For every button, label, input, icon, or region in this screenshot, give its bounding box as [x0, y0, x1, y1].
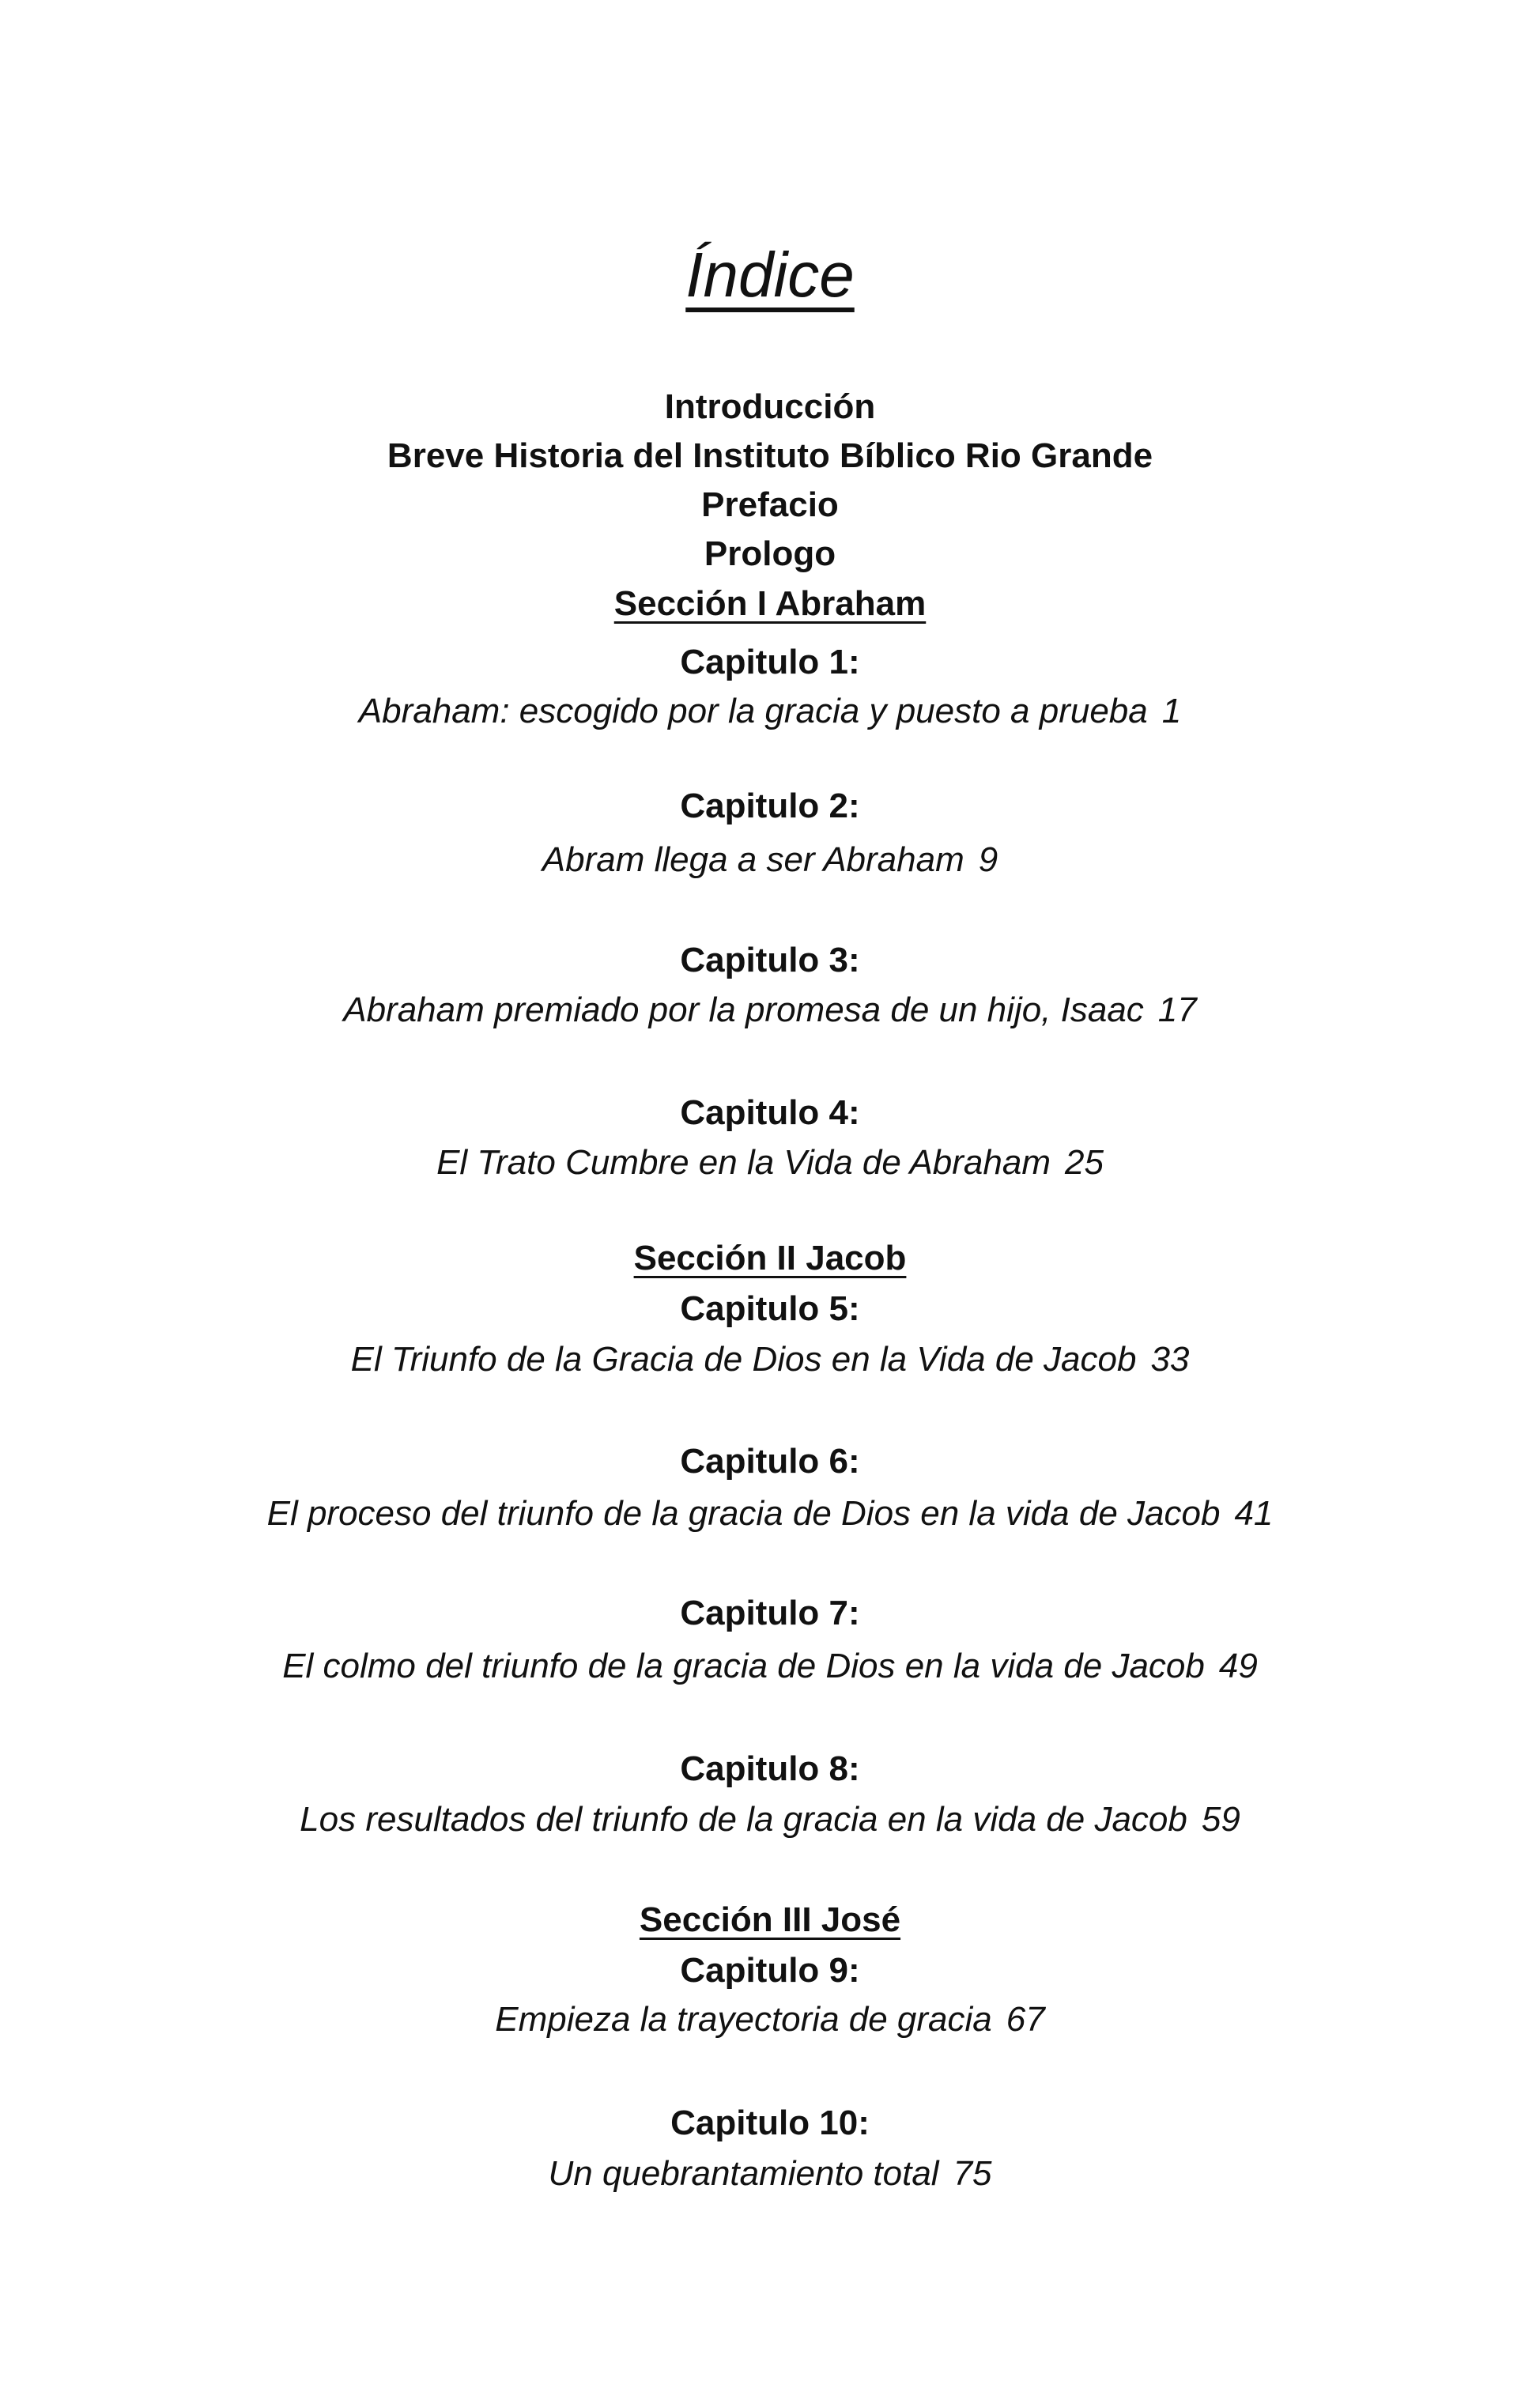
chapter-5-page: 33 [1150, 1340, 1190, 1379]
front-matter-preface: Prefacio [701, 485, 839, 524]
chapter-3-entry [0, 988, 1540, 1032]
chapter-9-entry [0, 1998, 1540, 2042]
chapter-8-label: Capitulo 8: [680, 1749, 860, 1788]
chapter-2-page: 9 [978, 840, 998, 879]
chapter-10-label: Capitulo 10: [670, 2104, 870, 2142]
chapter-5-entry [0, 1338, 1540, 1382]
chapter-7-label: Capitulo 7: [680, 1594, 860, 1632]
chapter-10-entry [0, 2152, 1540, 2196]
chapter-2-entry [0, 838, 1540, 882]
chapter-10-page: 75 [953, 2154, 992, 2193]
chapter-6-page: 41 [1234, 1494, 1274, 1533]
chapter-8-entry [0, 1798, 1540, 1842]
front-matter-introduction: Introducción [664, 387, 876, 426]
chapter-6-label: Capitulo 6: [680, 1442, 860, 1481]
chapter-5-title: El Triunfo de la Gracia de Dios en la Vida de Jacob [350, 1340, 1137, 1379]
chapter-8-title: Los resultados del triunfo de la gracia en la vida de Jacob [300, 1800, 1187, 1839]
page-title: Índice [685, 240, 855, 310]
section-heading-jose: Sección III José [639, 1900, 901, 1939]
chapter-9-title: Empieza la trayectoria de gracia [495, 2000, 992, 2039]
chapter-6-title: El proceso del triunfo de la gracia de Dios en la vida de Jacob [266, 1494, 1221, 1533]
front-matter-history: Breve Historia del Instituto Bíblico Rio Grande [387, 436, 1153, 475]
chapter-1-title: Abraham: escogido por la gracia y puesto a prueba [358, 692, 1148, 730]
chapter-3-title: Abraham premiado por la promesa de un hijo, Isaac [343, 991, 1144, 1029]
chapter-4-title: El Trato Cumbre en la Vida de Abraham [436, 1143, 1051, 1182]
chapter-7-title: El colmo del triunfo de la gracia de Dios en la vida de Jacob [282, 1647, 1205, 1685]
front-matter-prologue: Prologo [704, 534, 836, 573]
chapter-2-label: Capitulo 2: [680, 787, 860, 825]
chapter-3-label: Capitulo 3: [680, 941, 860, 979]
section-heading-abraham: Sección I Abraham [613, 584, 927, 623]
chapter-7-page: 49 [1218, 1647, 1258, 1685]
chapter-1-label: Capitulo 1: [680, 643, 860, 681]
chapter-6-entry [0, 1492, 1540, 1536]
chapter-4-page: 25 [1064, 1143, 1104, 1182]
chapter-4-label: Capitulo 4: [680, 1093, 860, 1132]
chapter-8-page: 59 [1201, 1800, 1240, 1839]
section-heading-jacob: Sección II Jacob [633, 1239, 907, 1277]
chapter-9-page: 67 [1006, 2000, 1045, 2039]
chapter-2-title: Abram llega a ser Abraham [542, 840, 964, 879]
chapter-4-entry [0, 1141, 1540, 1185]
chapter-1-entry [0, 689, 1540, 734]
chapter-9-label: Capitulo 9: [680, 1951, 860, 1990]
chapter-5-label: Capitulo 5: [680, 1289, 860, 1328]
chapter-1-page: 1 [1161, 692, 1182, 730]
chapter-7-entry [0, 1644, 1540, 1689]
chapter-10-title: Un quebrantamiento total [548, 2154, 939, 2193]
chapter-3-page: 17 [1157, 991, 1197, 1029]
